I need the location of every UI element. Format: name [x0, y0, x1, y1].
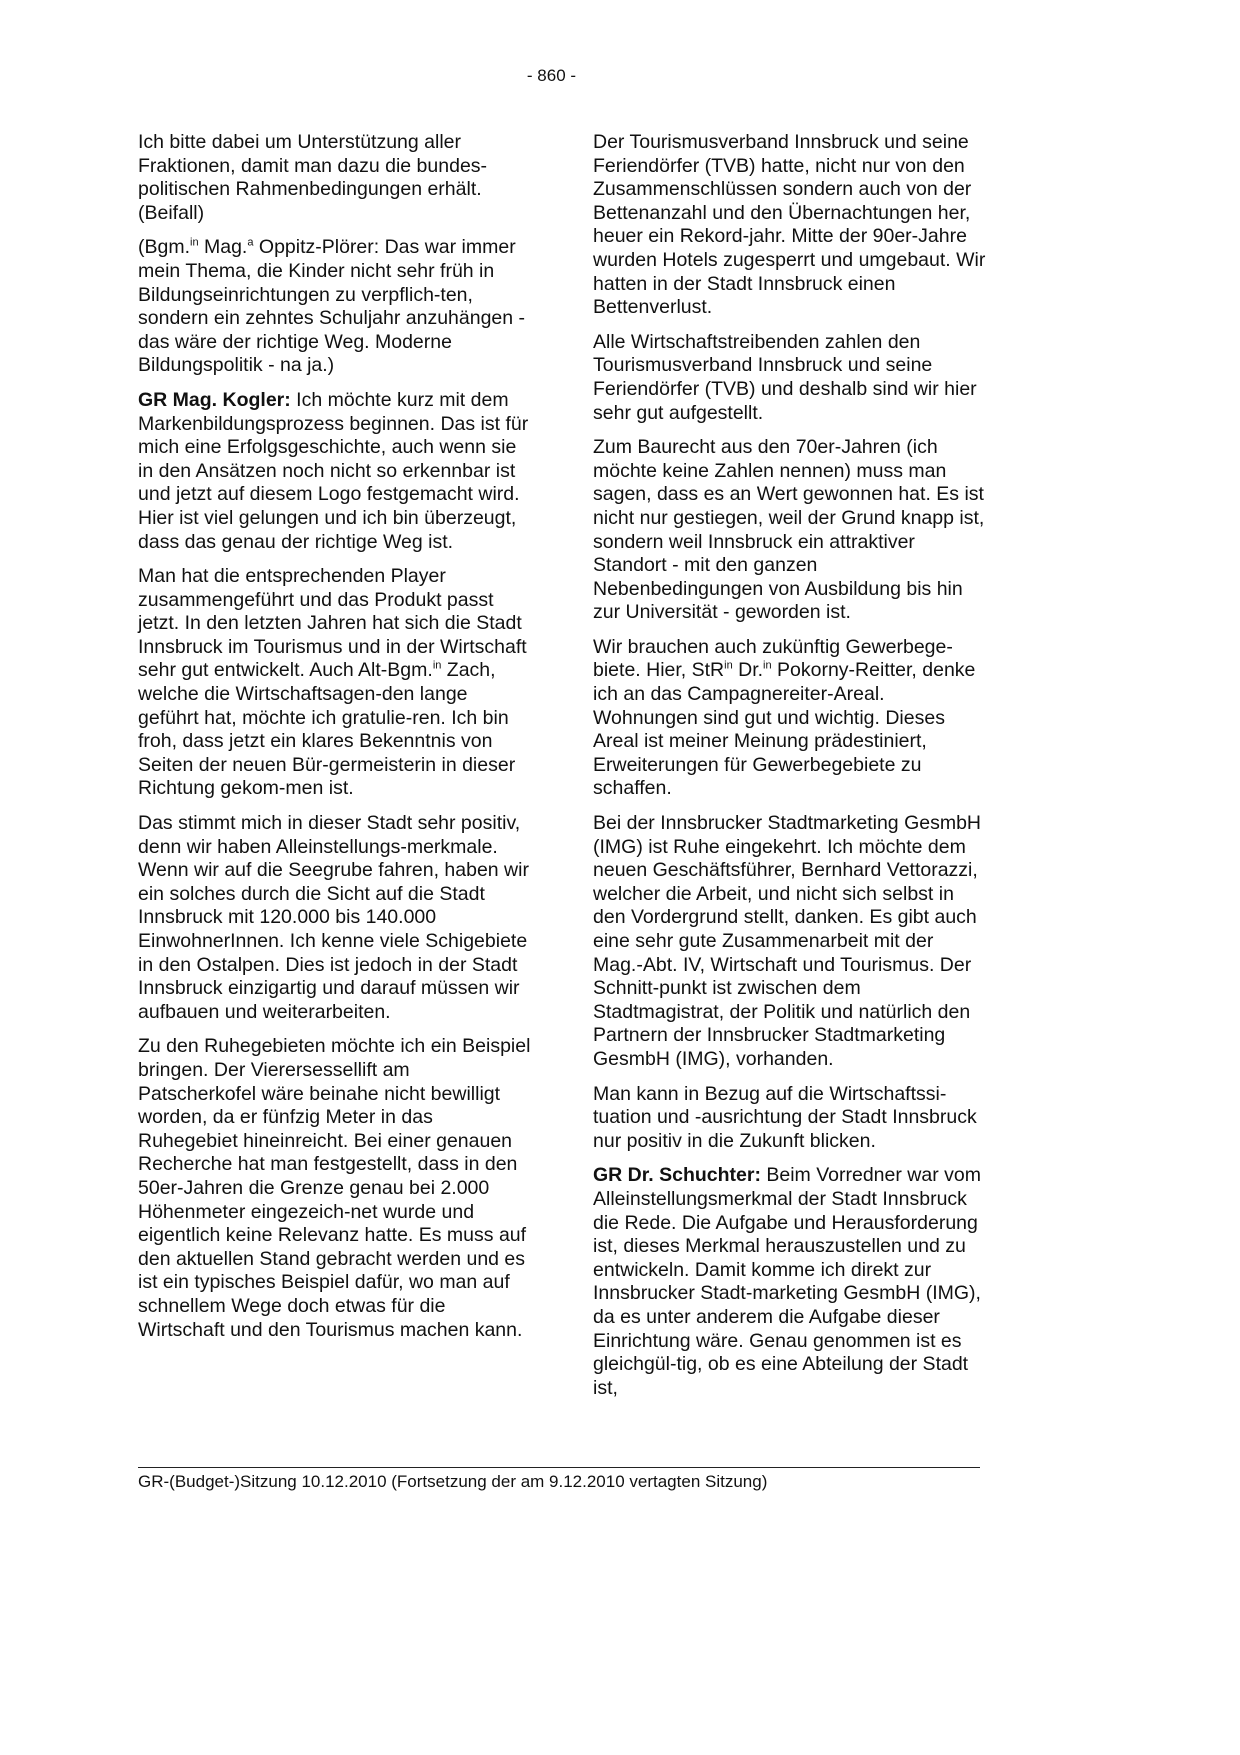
right-column — [593, 131, 988, 1411]
page-number: - 860 - — [526, 66, 577, 85]
paragraph-mayor-interjection: (Bgm.$^{in}$ Mag.$^a$ Oppitz-Plörer: Das war immer mein Thema, die Kinder nicht sehr früh in Bildungseinrichtungen zu verpflich-ten, sondern ein zehntes Schuljahr anzuhängen - das wäre der richtige Weg. Moderne Bildungspolitik - na ja.) — [138, 236, 526, 377]
paragraph: Wir brauchen auch zukünftig Gewerbege-biete. Hier, StR$^{in}$ Dr.$^{in}$ Pokorny-Reitter, denke ich an das Campagnereiter-Areal. Wohnungen sind gut und wichtig. Dieses Areal ist meiner Meinung prädestiniert, Erweiterungen für Gewerbegebiete zu schaffen. — [593, 635, 976, 800]
speaker-name: GR Dr. Schuchter: — [593, 1164, 761, 1187]
footer-divider — [138, 1467, 980, 1468]
paragraph: Man hat die entsprechenden Player zusammengeführt und das Produkt passt jetzt. In den letzten Jahren hat sich die Stadt Innsbruck im Tourismus und in der Wirtschaft sehr gut entwickelt. Auch Alt-Bgm.$^{in}$ Zach, welche die Wirtschaftsagen-den lange geführt hat, möchte ich gratulie-ren. Ich bin froh, dass jetzt ein klares Bekenntnis von Seiten der neuen Bür-germeisterin in dieser Richtung gekom-men ist. — [138, 565, 527, 800]
footer-session-info: GR-(Budget-)Sitzung 10.12.2010 (Fortsetzung der am 9.12.2010 vertagten Sitzung) — [138, 1472, 768, 1491]
paragraph: Zu den Ruhegebieten möchte ich ein Beispiel bringen. Der Vierersessellift am Patscherkofel wäre beinahe nicht bewilligt worden, da er fünfzig Meter in das Ruhegebiet hineinreicht. Bei einer genauen Recherche hat man festgestellt, dass in den 50er-Jahren die Grenze genau bei 2.000 Höhenmeter eingezeich-net wurde und eigentlich keine Relevanz hatte. Es muss auf den aktuellen Stand gebracht werden und es ist ein typisches Beispiel dafür, wo man auf schnellem Wege doch etwas für die Wirtschaft und den Tourismus machen kann. — [138, 1035, 531, 1341]
paragraph: Alle Wirtschaftstreibenden zahlen den Tourismusverband Innsbruck und seine Feriendörfer (TVB) und deshalb sind wir hier sehr gut aufgestellt. — [593, 330, 977, 424]
paragraph: Der Tourismusverband Innsbruck und seine Feriendörfer (TVB) hatte, nicht nur von den Zusammenschlüssen sondern auch von der Bettenanzahl und den Übernachtungen her, heuer ein Rekord-jahr. Mitte der 90er-Jahre wurden Hotels zugesperrt und umgebaut. Wir hatten in der Stadt Innsbruck einen Bettenverlust. — [593, 131, 986, 319]
left-column — [138, 131, 533, 1353]
speaker-name: GR Mag. Kogler: — [138, 388, 291, 411]
paragraph-speech-kogler: GR Mag. Kogler: Ich möchte kurz mit dem Markenbildungsprozess beginnen. Das ist für mich eine Erfolgsgeschichte, auch wenn sie in den Ansätzen noch nicht so erkennbar ist und jetzt auf diesem Logo festgemacht wird. Hier ist viel gelungen und ich bin überzeugt, dass das genau der richtige Weg ist. — [138, 388, 529, 553]
paragraph-speech-schuchter: GR Dr. Schuchter: Beim Vorredner war vom Alleinstellungsmerkmal der Stadt Innsbruck die Rede. Die Aufgabe und Herausforderung ist, dieses Merkmal herauszustellen und zu entwickeln. Damit komme ich direkt zur Innsbrucker Stadt-marketing GesmbH (IMG), da es unter anderem die Aufgabe dieser Einrichtung wäre. Genau genommen ist es gleichgül-tig, ob es eine Abteilung der Stadt ist, — [593, 1164, 981, 1399]
paragraph: Ich bitte dabei um Unterstützung aller Fraktionen, damit man dazu die bundes-politischen Rahmenbedingungen erhält. (Beifall) — [138, 131, 488, 224]
paragraph: Das stimmt mich in dieser Stadt sehr positiv, denn wir haben Alleinstellungs-merkmale. Wenn wir auf die Seegrube fahren, haben wir ein solches durch die Sicht auf die Stadt Innsbruck mit 120.000 bis 140.000 EinwohnerInnen. Ich kenne viele Schigebiete in den Ostalpen. Dies ist jedoch in der Stadt Innsbruck einzigartig und darauf müssen wir aufbauen und weiterarbeiten. — [138, 812, 529, 1023]
paragraph: Man kann in Bezug auf die Wirtschaftssi-tuation und -ausrichtung der Stadt Innsbruck nur positiv in die Zukunft blicken. — [593, 1082, 977, 1152]
paragraph: Zum Baurecht aus den 70er-Jahren (ich möchte keine Zahlen nennen) muss man sagen, dass es an Wert gewonnen hat. Es ist nicht nur gestiegen, weil der Grund knapp ist, sondern weil Innsbruck ein attraktiver Standort - mit den ganzen Nebenbedingungen von Ausbildung bis hin zur Universität - geworden ist. — [593, 436, 985, 624]
paragraph: Bei der Innsbrucker Stadtmarketing GesmbH (IMG) ist Ruhe eingekehrt. Ich möchte dem neuen Geschäftsführer, Bernhard Vettorazzi, welcher die Arbeit, und nicht sich selbst in den Vordergrund stellt, danken. Es gibt auch eine sehr gute Zusammenarbeit mit der Mag.-Abt. IV, Wirtschaft und Tourismus. Der Schnitt-punkt ist zwischen dem Stadtmagistrat, der Politik und natürlich den Partnern der Innsbrucker Stadtmarketing GesmbH (IMG), vorhanden. — [593, 812, 982, 1070]
